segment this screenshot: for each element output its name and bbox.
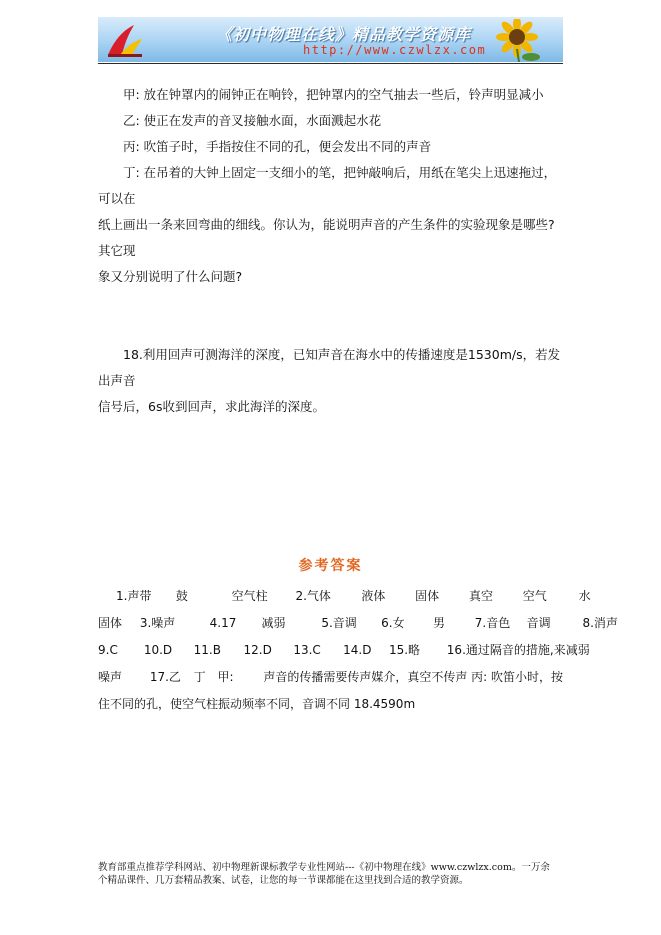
statement-jia: 甲: 放在钟罩内的闹钟正在响铃，把钟罩内的空气抽去一些后，铃声明显减小 (123, 87, 544, 102)
answer-line-1: 1.声带 鼓 空气柱 2.气体 液体 固体 真空 空气 水 (116, 589, 591, 603)
answer-line-2: 固体 3.噪声 4.17 减弱 5.音调 6.女 男 7.音色 音调 8.消声 (98, 616, 618, 630)
answer-line-4: 噪声 17.乙 丁 甲: 声音的传播需要传声媒介，真空不传声 丙: 吹笛小时，按 (98, 670, 563, 684)
answer-title: 参考答案 (298, 558, 363, 574)
question-18: 18.利用回声可测海洋的深度，已知声音在海水中的传播速度是1530m/s，若发出声音 信号后，6s收到回声，求此海洋的深度。 (98, 347, 561, 414)
statement-bing: 丙: 吹笛子时，手指按住不同的孔，便会发出不同的声音 (123, 139, 432, 154)
footer-line-2: 个精品课件、几万套精品教案、试卷，让您的每一节课都能在这里找到合适的教学资源。 (98, 875, 469, 886)
answer-line-3: 9.C 10.D 11.B 12.D 13.C 14.D 15.略 16.通过隔音的措施,来减弱 (98, 643, 590, 657)
header-rule (98, 63, 563, 64)
answer-line-5: 住不同的孔，使空气柱振动频率不同，音调不同 18.4590m (98, 697, 416, 711)
statement-yi: 乙: 使正在发声的音叉接触水面，水面溅起水花 (123, 113, 382, 128)
header-banner (98, 17, 563, 62)
footer-note (98, 861, 568, 887)
logo-icon (104, 21, 144, 59)
banner-title: 《初中物理在线》精品教学资源库 (216, 25, 472, 44)
footer-line-1: 教育部重点推荐学科网站、初中物理新课标教学专业性网站---《初中物理在线》www.czwlzx.com。一万余 (98, 862, 550, 873)
banner-url[interactable]: http://www.czwlzx.com (303, 43, 487, 57)
sunflower-icon (477, 19, 557, 62)
statement-ding: 丁: 在吊着的大钟上固定一支细小的笔，把钟敲响后，用纸在笔尖上迅速拖过，可以在 纸上画出一条来回弯曲的细线。你认为，能说明声音的产生条件的实验现象是哪些? 其它现 象又分别说明了什么问题? (98, 165, 557, 284)
